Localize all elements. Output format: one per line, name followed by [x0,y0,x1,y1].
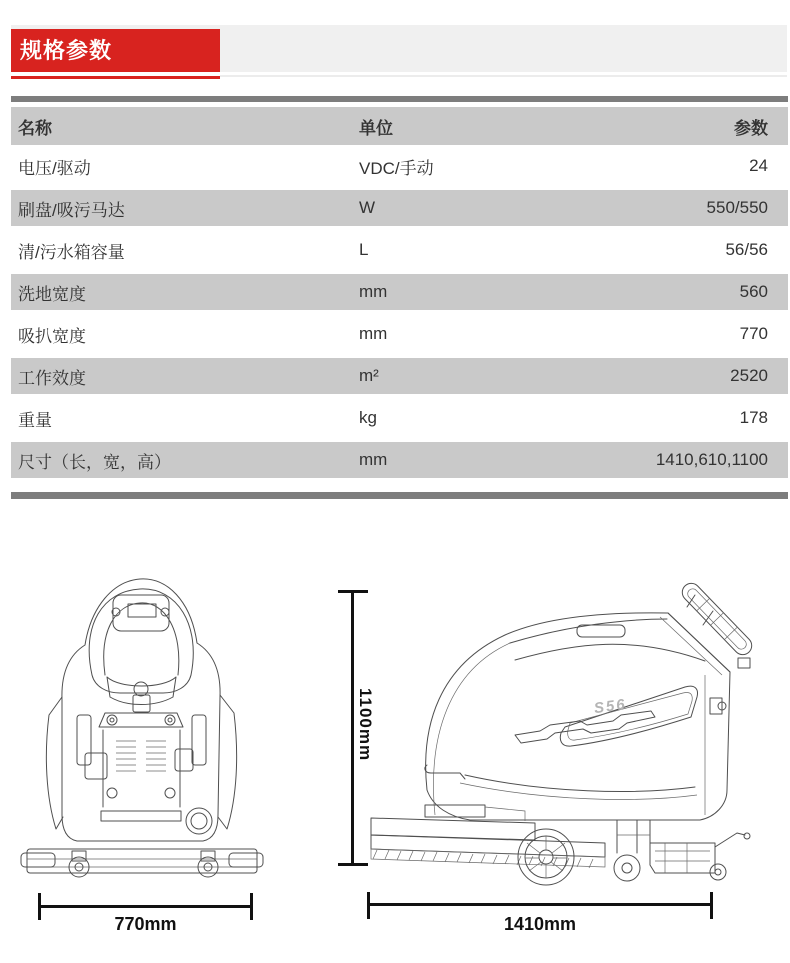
table-row [11,187,788,229]
table-row [11,229,788,271]
spec-name-cell: 刷盘/吸污马达 [11,187,359,229]
spec-name-cell: 吸扒宽度 [18,326,86,346]
header-underline-light [220,75,787,77]
spec-value-cell: 2520 [636,355,788,397]
spec-name-cell: 重量 [18,410,52,430]
spec-unit-cell: mm [359,271,636,313]
table-bottom-rule [11,492,788,499]
spec-table [11,107,788,481]
spec-unit-cell: W [359,187,636,229]
spec-name-cell: 洗地宽度 [11,271,359,313]
spec-value-cell: 56/56 [725,240,768,259]
table-row [11,397,788,439]
spec-name-cell: 清/污水箱容量 [18,242,125,262]
spec-value-cell: 550/550 [636,187,788,229]
height-dim-bottom-tick [338,863,368,866]
front-view-drawing [15,565,315,895]
spec-unit-cell: m² [359,355,636,397]
table-header-row [11,107,788,145]
spec-table-body [11,145,788,481]
spec-name-cell: 电压/驱动 [18,158,91,178]
spec-name-cell: 工作效度 [11,355,359,397]
spec-value-cell: 24 [749,156,768,175]
spec-unit-cell: mm [359,439,636,481]
spec-value-cell: 1410,610,1100 [636,439,788,481]
spec-unit-cell: kg [359,408,377,427]
height-dim-line [351,590,354,866]
length-dim-line [367,903,713,906]
column-header-unit: 单位 [359,107,636,145]
column-header-value: 参数 [636,107,788,145]
table-row [11,439,788,481]
table-top-rule [11,96,788,102]
spec-value-cell: 560 [636,271,788,313]
model-label: S56 [592,695,628,718]
spec-value-cell: 770 [739,324,768,343]
height-dim-label: 1100mm [356,688,375,762]
spec-unit-cell: mm [359,324,388,343]
spec-name-cell: 尺寸（长，宽，高） [11,439,359,481]
spec-value-cell: 178 [739,408,768,427]
title-underline [11,76,220,79]
side-view-drawing [365,565,765,895]
table-row [11,271,788,313]
length-dim-label: 1410mm [503,914,577,934]
side-view-svg [365,565,765,895]
table-row [11,313,788,355]
table-row [11,145,788,187]
table-row [11,355,788,397]
width-dim-line [38,905,253,908]
column-header-name: 名称 [11,107,359,145]
front-view-svg [15,565,315,895]
spec-unit-cell: L [359,240,369,259]
width-dim-label: 770mm [114,914,177,934]
spec-unit-cell: VDC/手动 [359,158,434,178]
page-title: 规格参数 [11,29,220,72]
